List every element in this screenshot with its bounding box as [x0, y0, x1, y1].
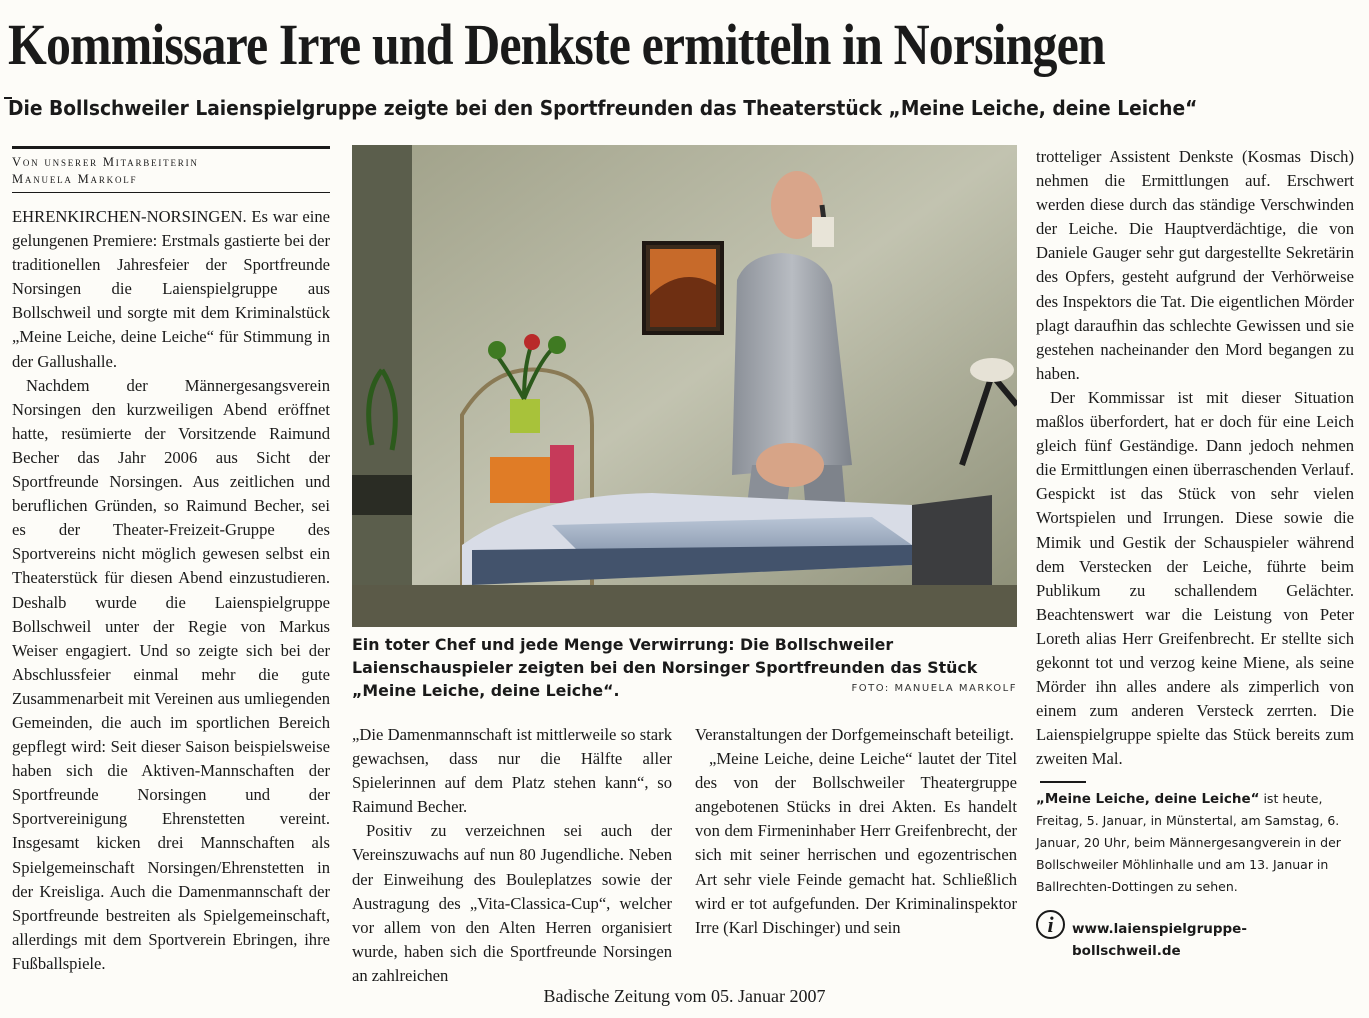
photo-credit: FOTO: MANUELA MARKOLF — [851, 683, 1017, 694]
article-column-4 — [1036, 145, 1354, 771]
paragraph: EHRENKIRCHEN-NORSINGEN. Es war eine gelungenen Premiere: Erstmals gastierte bei der traditionellen Jahresfeier der Sportfreunde Norsingen die Laienspielgruppe aus Bollschweil und sorgte mit dem Kriminalstück „Meine Leiche, deine Leiche“ für Stimmung in der Gallushalle. — [12, 207, 330, 371]
paragraph: trotteliger Assistent Denkste (Kosmas Disch) nehmen die Ermittlungen auf. Erschwert werden diese durch das ständige Verschwinden der Leiche. Die Hauptverdächtige, die von Daniele Gauger sehr gut dargestellte Sekretärin des Opfers, gesteht aufgrund der Verhörweise des Inspektors die Tat. Die eigentlichen Mörder plagt daraufhin das schlechte Gewissen und sie gestehen nacheinander den Mord begangen zu haben. — [1036, 147, 1354, 383]
subheadline: Die Bollschweiler Laienspielgruppe zeigte bei den Sportfreunden das Theaterstück „Meine Leiche, deine Leiche“ — [8, 96, 1198, 120]
article-column-3 — [695, 723, 1017, 940]
byline-divider — [12, 192, 330, 193]
headline: Kommissare Irre und Denkste ermitteln in Norsingen — [8, 12, 1105, 77]
photo-caption: Ein toter Chef und jede Menge Verwirrung: Die Bollschweiler Laienschauspieler zeigten bei den Norsinger Sportfreunden das Stück „Meine Leiche, deine Leiche“. — [352, 635, 978, 700]
stage-scene-illustration — [352, 145, 1017, 627]
article-column-1 — [12, 205, 330, 976]
event-infobox — [1036, 788, 1348, 898]
paragraph: Positiv zu verzeichnen sei auch der Vereinszuwachs auf nun 80 Jugendliche. Neben der Einweihung des Bouleplatzes sowie der Austragung des „Vita-Classica-Cup“, welcher vor allem von den Alten Herren organisiert wurde, haben sich die Sportfreunde Norsingen an zahlreichen — [352, 821, 672, 985]
article-column-2 — [352, 723, 672, 988]
paragraph: „Die Damenmannschaft ist mittlerweile so stark gewachsen, dass nur die Hälfte aller Spielerinnen auf dem Platz stehen kann“, so Raimund Becher. — [352, 725, 672, 817]
infobox-divider — [1040, 781, 1086, 783]
paragraph: Nachdem der Männergesangsverein Norsingen den kurzweiligen Abend eröffnet hatte, resümierte der Vorsitzende Raimund Becher das Jahr 2006 aus Sicht der Sportfreunde Norsingen. Aus zeitlichen und beruflichen Gründen, so Raimund Becher, sei es der Theater-Freizeit-Gruppe des Sportvereins nicht möglich gewesen selbst ein Theaterstück für diesen Abend einzustudieren. Deshalb wurde die Laienspielgruppe Bollschweil unter der Regie von Markus Weiser engagiert. Und so zeigte sich bei der Abschlussfeier einmal mehr die gute Zusammenarbeit mit Vereinen aus umliegenden Gemeinden, die auch im sportlichen Bereich gepflegt wird: Seit dieser Saison beispielsweise haben sich die Aktiven-Mannschaften der Sportfreunde Norsingen und der Sportvereinigung Ehrenstetten vereint. Insgesamt kicken drei Mannschaften als Spielgemeinschaft Norsingen/Ehrenstetten in der Kreisliga. Auch die Damenmannschaft der Sportfreunde bestreiten als Spielgemeinschaft, allerdings mit dem Sportverein Ebringen, ihre Fußballspiele. — [12, 375, 330, 973]
info-icon: i — [1036, 910, 1065, 939]
paragraph: „Meine Leiche, deine Leiche“ lautet der Titel des von der Bollschweiler Theatergruppe angebotenen Stücks in drei Akten. Es handelt von dem Firmeninhaber Herr Greifenbrecht, der sich mit seiner herrischen und egozentrischen Art sehr viele Feinde gemacht hat. Schließlich wird er tot aufgefunden. Der Kriminalinspektor Irre (Karl Dischinger) und sein — [695, 749, 1017, 937]
infobox-title: „Meine Leiche, deine Leiche“ — [1036, 791, 1260, 807]
article-photo — [352, 145, 1017, 627]
paragraph: Veranstaltungen der Dorfgemeinschaft beteiligt. — [695, 725, 1014, 744]
byline-author: Manuela Markolf — [12, 172, 138, 186]
byline-role: Von unserer Mitarbeiterin — [12, 155, 199, 169]
web-reference — [1036, 908, 1356, 958]
byline — [12, 146, 330, 188]
paragraph: Der Kommissar ist mit dieser Situation maßlos überfordert, hat er doch für eine Leich gleich fünf Geständige. Dann jedoch nehmen die Ermittlungen einen überraschenden Verlauf. Gespickt ist das Stück von sehr vielen Wortspielen und Irrungen. Diese sowie die Mimik und Gestik der Schauspieler während dem Verstecken der Leiche, führte beim Publikum zu schallendem Gelächter. Beachtenswert war die Leistung von Peter Loreth alias Herr Greifenbrecht. Er stellte sich gekonnt tot und verzog keine Miene, als seine Mörder ihn alles andere als zimperlich von einem zum anderen Versteck zerrten. Die Laienspielgruppe spielte das Stück bereits zum zweiten Mal. — [1036, 387, 1354, 769]
source-footer: Badische Zeitung vom 05. Januar 2007 — [543, 986, 826, 1006]
website-link[interactable]: www.laienspielgruppe-bollschweil.de — [1072, 921, 1247, 959]
infobox-text: ist heute, Freitag, 5. Januar, in Münstertal, am Samstag, 6. Januar, 20 Uhr, beim Männergesangverein in der Bollschweiler Möhlinhalle und am 13. Januar in Ballrechten-Dottingen zu sehen. — [1036, 791, 1341, 894]
